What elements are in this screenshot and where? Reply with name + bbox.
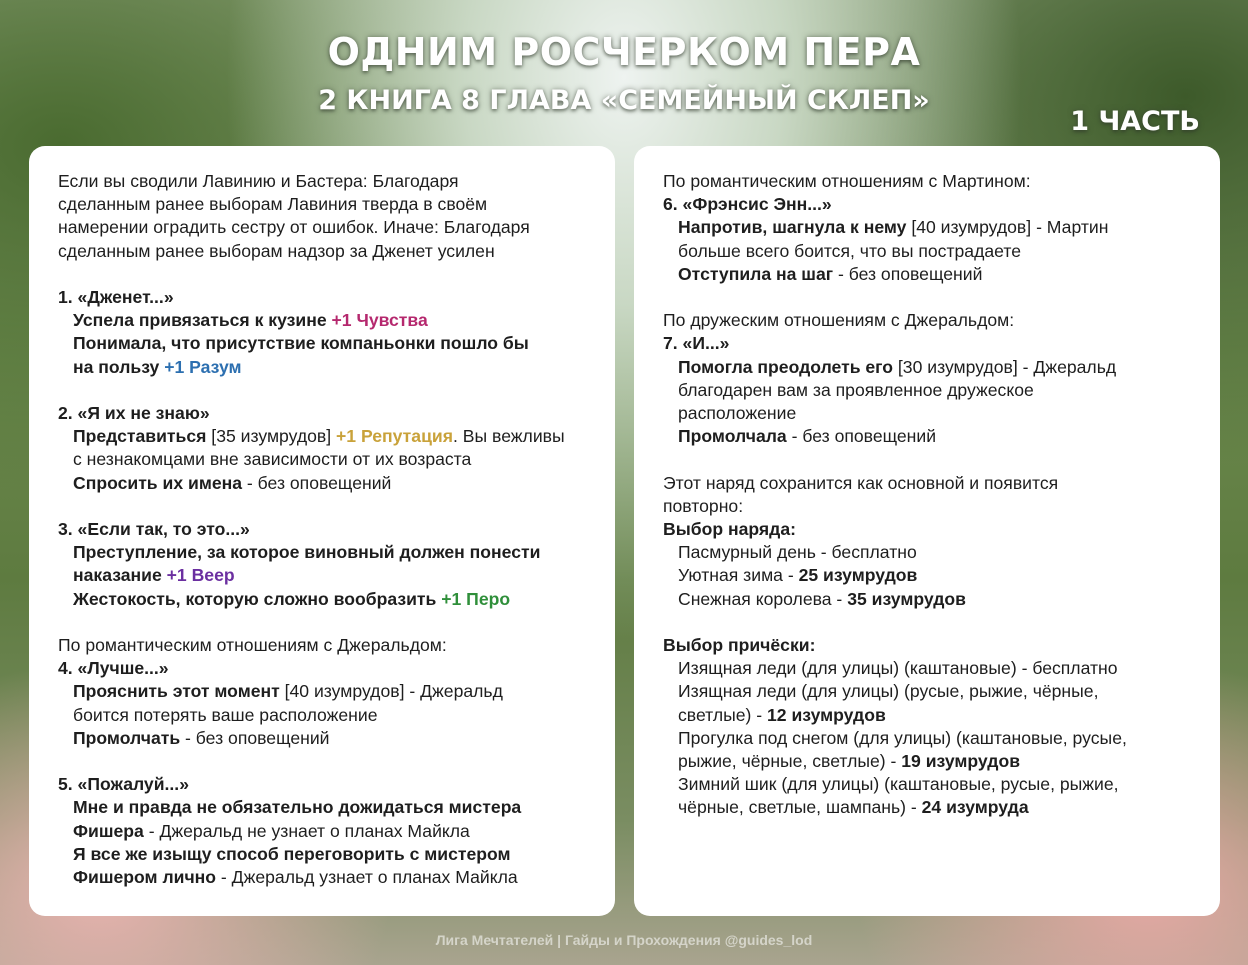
stat-effect: +1 Разум: [164, 356, 242, 377]
section-heading: По романтическим отношениям с Джеральдом:: [58, 635, 447, 655]
hair-option-cont: чёрные, светлые, шампань) - 24 изумруда: [678, 797, 1029, 818]
question-7-title: 7. «И...»: [663, 333, 730, 354]
q7-answer-1: Помогла преодолеть его [30 изумрудов] - Джеральд: [678, 356, 1117, 377]
right-card: [634, 146, 1220, 916]
section-heading: По дружеским отношениям с Джеральдом:: [663, 310, 1015, 331]
outfit-option: Уютная зима - 25 изумрудов: [678, 565, 918, 586]
hair-option-cont: светлые) - 12 изумрудов: [678, 704, 886, 725]
q1-answer-1: Успела привязаться к кузине +1 Чувства: [73, 310, 428, 331]
outfit-option: Снежная королева - 35 изумрудов: [678, 588, 966, 609]
q3-answer-2: Жестокость, которую сложно вообразить +1 Перо: [73, 588, 511, 609]
q5-answer-1-cont: Фишера - Джеральд не узнает о планах Майкла: [73, 820, 470, 841]
question-4-title: 4. «Лучше...»: [58, 658, 169, 679]
hair-option: Изящная леди (для улицы) (каштановые) - бесплатно: [678, 658, 1118, 679]
q6-answer-2: Отступила на шаг - без оповещений: [678, 263, 983, 284]
stat-effect: +1 Чувства: [331, 310, 428, 331]
hair-title: Выбор причёски:: [663, 635, 816, 656]
q4-answer-1: Прояснить этот момент [40 изумрудов] - Джеральд: [73, 681, 503, 702]
q1-answer-2: Понимала, что присутствие компаньонки пошло бы: [73, 333, 529, 354]
q1-answer-2-cont: на пользу +1 Разум: [73, 356, 242, 377]
q2-answer-1-note: с незнакомцами вне зависимости от их возраста: [73, 449, 472, 470]
q5-answer-2: Я все же изыщу способ переговорить с мистером: [73, 843, 511, 864]
q4-answer-2: Промолчать - без оповещений: [73, 727, 330, 748]
part-label: 1 ЧАСТЬ: [1070, 106, 1200, 137]
q2-answer-1: Представиться [35 изумрудов] +1 Репутация. Вы вежливы: [73, 426, 565, 447]
intro-line: сделанным ранее выборам Лавиния тверда в своём: [58, 194, 488, 215]
q3-answer-1: Преступление, за которое виновный должен понести: [73, 542, 541, 563]
question-6-title: 6. «Фрэнсис Энн...»: [663, 194, 832, 215]
hair-option: Прогулка под снегом (для улицы) (каштановые, русые,: [678, 727, 1127, 748]
q5-answer-2-cont: Фишером лично - Джеральд узнает о планах Майкла: [73, 867, 518, 888]
footer-credit: Лига Мечтателей | Гайды и Прохождения @guides_lod: [435, 932, 813, 948]
question-3-title: 3. «Если так, то это...»: [58, 519, 250, 539]
page-title: ОДНИМ РОСЧЕРКОМ ПЕРА: [327, 30, 921, 74]
hair-option: Зимний шик (для улицы) (каштановые, русые, рыжие,: [678, 774, 1119, 795]
hair-option: Изящная леди (для улицы) (русые, рыжие, чёрные,: [678, 681, 1099, 702]
stat-effect: +1 Веер: [166, 565, 235, 586]
intro-line: сделанным ранее выборам надзор за Дженет усилен: [58, 240, 495, 261]
q2-answer-2: Спросить их имена - без оповещений: [73, 472, 392, 493]
question-5-title: 5. «Пожалуй...»: [58, 774, 189, 795]
q7-answer-2: Промолчала - без оповещений: [678, 426, 937, 447]
q7-answer-1-note: расположение: [678, 403, 797, 424]
stat-effect: +1 Репутация: [336, 426, 453, 447]
q6-answer-1: Напротив, шагнула к нему [40 изумрудов] - Мартин: [678, 217, 1109, 238]
outfit-title: Выбор наряда:: [663, 519, 796, 540]
outfit-option: Пасмурный день - бесплатно: [678, 542, 917, 563]
outfit-note: Этот наряд сохранится как основной и появится: [663, 472, 1059, 493]
intro-line: намерении оградить сестру от ошибок. Иначе: Благодаря: [58, 217, 530, 238]
q4-answer-1-note: боится потерять ваше расположение: [73, 704, 378, 725]
q3-answer-1-cont: наказание +1 Веер: [73, 565, 235, 586]
q5-answer-1: Мне и правда не обязательно дожидаться мистера: [73, 797, 522, 818]
page-subtitle: 2 КНИГА 8 ГЛАВА «СЕМЕЙНЫЙ СКЛЕП»: [318, 85, 930, 116]
outfit-note: повторно:: [663, 495, 744, 516]
question-2-title: 2. «Я их не знаю»: [58, 403, 210, 423]
left-card: [29, 146, 615, 916]
hair-option-cont: рыжие, чёрные, светлые) - 19 изумрудов: [678, 751, 1021, 772]
q7-answer-1-note: благодарен вам за проявленное дружеское: [678, 379, 1034, 400]
stat-effect: +1 Перо: [441, 588, 511, 609]
question-1-title: 1. «Дженет...»: [58, 287, 174, 307]
q6-answer-1-note: больше всего боится, что вы пострадаете: [678, 240, 1021, 261]
intro-line: Если вы сводили Лавинию и Бастера: Благодаря: [58, 171, 459, 191]
section-heading: По романтическим отношениям с Мартином:: [663, 171, 1031, 191]
